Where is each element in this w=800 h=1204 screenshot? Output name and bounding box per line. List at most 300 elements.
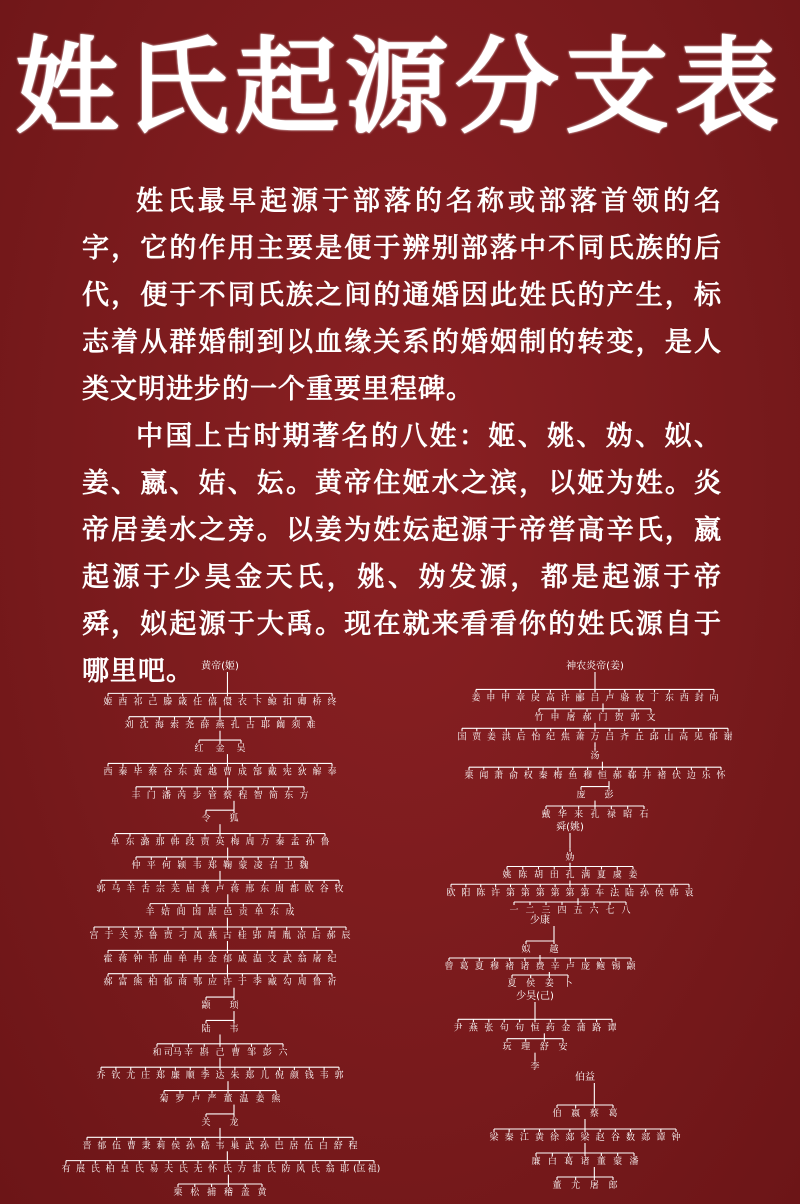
tree-huangdi-root: 黄帝(姬) [201,661,239,672]
tree-huangdi-node: 戴 [267,767,277,778]
tree-huangdi-node: 周 [297,977,307,988]
tree-huangdi-node: 薛 [200,720,210,731]
tree-huangdi-node: 屠 [312,954,322,965]
tree-huangdi-node: 巢 [230,1141,240,1152]
tree-yu-node: 越 [549,945,559,955]
tree-huangdi-node: 柏 [148,977,158,988]
tree-huangdi-node: 羊 [126,884,136,895]
tree-shaohao-root: 少昊(己) [516,991,554,1002]
tree-shennong-node: 骆 [620,693,630,704]
tree-shennong-node: 郭 [630,712,640,723]
tree-shennong-node: 梅 [553,771,563,782]
tree-huangdi-node: 天 [164,1164,174,1175]
tree-huangdi-node: 潘 [162,790,172,801]
tree-yu-node: 穆 [489,962,500,972]
tree-boyi-node: 潘 [629,1157,639,1167]
tree-huangdi-node: 金 [215,744,225,755]
tree-huangdi-node: 何 [162,860,172,871]
tree-huangdi-node: 周 [267,931,277,941]
tree-shennong-node: 井 [642,771,652,782]
tree-boyi-node: 葛 [564,1157,574,1167]
tree-shennong [457,659,732,820]
tree-boyi-node: 数 [625,1133,636,1143]
tree-huangdi-node: 曲 [163,954,173,965]
tree-shun-root: 舜(姚) [556,822,584,833]
tree-shaohao-node: 理 [521,1042,531,1053]
surname-tree-svg [0,655,800,1204]
tree-shun-node: 三 [541,906,551,916]
tree-shun-node: 七 [605,906,615,916]
tree-huangdi-node: 氏 [310,1164,320,1175]
tree-shennong-node: 文 [646,712,656,723]
tree-shennong-node: 恒 [597,771,607,782]
tree-huangdi-node: 成 [285,907,295,918]
tree-huangdi-node: 海 [154,720,164,731]
tree-huangdi-node: 丰 [131,790,141,801]
tree-huangdi-node: 国 [192,907,202,918]
tree-shun-node: 袁 [684,888,694,899]
tree-huangdi-node: 辛 [183,1047,194,1058]
tree-huangdi-node: 郝 [326,931,336,941]
tree-huangdi-node: 郑 [207,860,217,871]
tree-shun-node: 第 [520,888,530,899]
tree-huangdi-node: 郑 [245,1071,255,1082]
tree-huangdi-node: 莉 [156,1141,166,1152]
tree-huangdi-node: 令 [201,814,211,825]
tree-boyi-node: 伯 [552,1109,562,1119]
tree-boyi-node: 郯 [641,1133,651,1143]
tree-huangdi-node: 简 [268,790,278,801]
tree-boyi [489,1070,680,1191]
tree-huangdi-node: 芜 [170,884,180,895]
tree-huangdi-node: 蔡 [148,767,158,778]
tree-huangdi-node: 马 [111,884,121,895]
tree-shennong-node: 后 [516,732,526,743]
tree-shun-node: 法 [610,888,620,899]
tree-shennong-node: 华 [557,810,567,820]
tree-huangdi-node: 氏 [134,1164,144,1175]
tree-huangdi-node: 于 [237,977,247,988]
tree-huangdi-node: 彭 [262,1047,272,1058]
tree-shennong-node: 穆 [583,771,593,782]
tree-huangdi-node: 贾 [163,931,173,941]
tree-huangdi-node: 菊 [159,1094,169,1105]
tree-huangdi-node: 廉 [170,1071,180,1082]
tree-shennong-node: 竹 [534,712,544,723]
tree-huangdi-node: 勾 [282,977,292,988]
tree-huangdi-node: 孙 [259,1141,269,1152]
tree-huangdi-node: 许 [222,977,232,988]
tree-shun-node: 虞 [612,870,622,881]
tree-huangdi-node: 商 [178,977,188,988]
tree-huangdi-node: 东 [284,790,294,801]
tree-shennong-node: 汤 [590,751,600,762]
tree-huangdi-node: 季 [252,977,262,988]
tree-shun-node: 第 [580,888,590,899]
tree-shennong-node: 西 [679,693,689,704]
tree-shennong-node: 怀 [716,771,726,782]
tree-huangdi-node: 孔 [230,720,240,731]
tree-huangdi-node: 凌 [253,860,263,871]
tree-huangdi-node: 原 [207,907,217,918]
tree-shennong-node: 齐 [620,732,630,743]
tree-huangdi-node: 邢 [245,884,255,895]
tree-huangdi-node: 和 [152,1047,162,1058]
tree-huangdi-node: 儿 [260,1071,270,1082]
tree-shun-node: 第 [535,888,545,899]
tree-huangdi-node: 盖 [240,1188,250,1198]
tree-boyi-node: 屠 [589,1181,599,1191]
tree-huangdi-node: 臧 [267,977,277,988]
tree-huangdi-node: 韩 [170,837,180,848]
tree-huangdi-node: 卢 [191,1094,201,1105]
tree-huangdi-node: 氏 [266,1164,276,1175]
tree-huangdi-node: 于 [104,931,114,941]
tree-huangdi-node: 鲁 [320,837,330,848]
tree-shennong-node: 贺 [614,712,624,723]
tree-shennong-node: 禄 [606,810,616,820]
tree-huangdi-node: 方 [260,837,270,848]
tree-huangdi-node: 索 [169,720,180,731]
tree-huangdi-node: 管 [207,790,217,801]
tree-huangdi-node: 孙 [185,1141,195,1152]
tree-huangdi-node: 晋 [82,1141,92,1152]
tree-huangdi-node: 桥 [312,697,322,708]
tree-huangdi-node: 苏 [133,931,143,941]
tree-boyi-node: 谭 [656,1133,666,1143]
tree-huangdi-node: 任 [193,697,203,708]
tree-huangdi-node: 魏 [299,860,309,871]
tree-huangdi-node: 邗 [148,954,158,965]
tree-huangdi-node: 钦 [111,1071,121,1082]
tree-huangdi-node: 柏 [105,1164,115,1175]
tree-shaohao-node: 蒲 [576,1023,586,1034]
tree-huangdi-node: 有 [61,1164,71,1175]
tree-huangdi-node: 欧 [304,884,314,895]
tree-shun-node: 第 [550,888,560,899]
tree-huangdi-node: 屈 [185,884,195,895]
tree-huangdi-node: 祖) [367,1164,381,1175]
tree-yu-node: 诸 [520,962,530,972]
tree-shennong-node: 东 [664,693,674,704]
tree-huangdi-node: 顺 [185,1071,195,1082]
tree-huangdi-node: 关 [201,1117,211,1128]
tree-shennong-node: 甲 [501,693,511,704]
tree-huangdi-node: 翁 [297,954,307,965]
tree-huangdi-node: 温 [252,954,262,965]
tree-boyi-node: 梁 [489,1133,499,1143]
tree-shennong-node: 萧 [494,771,504,782]
tree-huangdi-node: 门 [146,790,156,801]
tree-huangdi-node: 关 [119,931,129,941]
tree-huangdi-node: 冉 [193,954,203,965]
tree-yu-node: 夏 [507,979,517,989]
tree-huangdi-node: 阚 [276,720,286,731]
tree-huangdi-node: 罗 [175,1094,185,1105]
tree-huangdi-node: 闾 [176,907,186,918]
tree-yu-node: 颛 [626,962,636,972]
tree-huangdi-node: 稽 [223,1188,233,1198]
tree-huangdi-node: 龚 [200,884,210,895]
tree-huangdi-node: 成 [237,767,247,778]
tree-shennong-node: 怡 [531,732,541,743]
tree-huangdi-node: 凤 [193,931,203,941]
tree-huangdi-node: 单 [110,837,120,848]
tree-boyi-node: 秦 [504,1133,514,1143]
tree-shun-node: 孔 [565,870,575,881]
tree-shennong-node: 戾 [530,693,541,704]
tree-yu-node: 卜 [563,979,573,989]
tree-huangdi-node: 鄂 [193,977,203,988]
tree-yu-node: 葛 [459,962,469,972]
tree-huangdi-node: 颜 [289,1071,299,1082]
tree-huangdi-node: 郜 [252,767,262,778]
tree-huangdi-node: 西 [103,767,113,778]
tree-shun-node: 车 [595,888,605,899]
tree-huangdi-node: 姜 [255,1094,265,1105]
tree-boyi-node: 白 [547,1157,557,1167]
tree-huangdi-node: 仲 [131,860,141,871]
tree-huangdi-node: 钟 [133,954,143,965]
tree-shennong-node: 萧 [575,732,585,743]
tree-shennong-node: 贾 [472,732,482,743]
tree-huangdi-node: 金 [208,954,218,965]
tree-huangdi-node: 沈 [139,720,149,731]
tree-huangdi-node: 蒋 [118,954,128,965]
tree-huangdi-node: 顼 [229,1001,239,1012]
tree-huangdi-node: 怀 [208,1164,218,1175]
tree-shennong-node: 卢 [605,693,615,704]
tree-shennong-node: 丁 [649,693,660,704]
tree-huangdi-node: 雷 [252,1164,262,1175]
tree-shaohao [453,989,616,1072]
tree-shaohao-node: 安 [558,1042,568,1053]
tree-shennong-node: 谢 [723,732,733,743]
tree-huangdi-node: 扣 [282,697,292,708]
tree-shun-node: 侯 [654,888,664,899]
tree-shaohao-node: 句 [515,1023,525,1034]
tree-huangdi-node: 毕 [133,767,143,778]
tree-shennong-node: 边 [686,771,696,782]
tree-shennong-node: 郝 [612,771,622,782]
tree-shun-node: 五 [573,906,583,916]
tree-boyi-node: 钟 [671,1133,681,1143]
tree-huangdi-node: 贡 [238,907,248,918]
tree-yu-node: 夏 [474,962,484,972]
tree-shun-node: 韩 [669,888,679,899]
tree-huangdi-node: 刁 [178,931,188,941]
tree-shun-node: 第 [505,888,516,899]
tree-huangdi-node: 倪 [274,1071,285,1082]
tree-shennong-node: 见 [693,732,703,743]
tree-shennong-node: 章 [516,693,526,704]
tree-huangdi-node: 谷 [163,767,173,778]
tree-huangdi-node: 东 [260,884,270,895]
tree-huangdi-node: 颛 [201,1001,211,1012]
tree-huangdi-node: 司马 [163,1047,182,1058]
tree-huangdi-node: 箴 [178,697,188,708]
tree-boyi-node: 郯 [565,1133,575,1143]
tree-huangdi-node: 蔡 [223,790,233,801]
tree-huangdi-node: 卫 [284,860,294,871]
tree-shun-node: 妫 [565,852,575,863]
tree-shun-node: 一 [509,906,519,916]
tree-huangdi-node: 宫 [89,931,99,941]
tree-huangdi-node: 熊 [271,1094,281,1105]
tree-shun-node: 夏 [596,870,607,881]
tree-boyi-node: 廉 [531,1157,541,1167]
tree-huangdi-node: 松 [190,1188,200,1198]
tree-shennong-node: 万 [590,732,600,743]
tree-shennong-node: 孔 [590,810,600,820]
tree-yu-node: 费 [535,962,545,972]
tree-yu-node: 卢 [565,962,575,972]
tree-huangdi-node: 鲸 [267,697,277,708]
tree-huangdi-node: 黄 [193,767,203,778]
tree-huangdi-node: 须 [291,720,301,731]
tree-huangdi-node: 潞 [140,837,150,848]
tree-huangdi-node: 奉 [327,767,337,778]
tree-huangdi-node: 鲁 [312,977,322,988]
tree-huangdi-node: 程 [348,1141,358,1152]
tree-huangdi-node: 颍 [177,860,187,871]
tree-huangdi-node: 严 [207,1094,217,1105]
tree-huangdi-node: 无 [193,1164,203,1175]
tree-huangdi-node: 芮 [177,790,187,801]
tree-huangdi-node: 方 [299,790,309,801]
tree-huangdi-node: 郑 [155,1071,166,1082]
tree-huangdi-node: 姞 [161,907,171,918]
tree-shennong-node: 石 [639,810,649,820]
tree-shennong-node: 夜 [635,693,645,704]
tree-huangdi-node: 文 [267,954,277,965]
tree-huangdi-node: 古 [245,720,255,731]
tree-yu-node: 辛 [550,962,560,972]
tree-shennong-node: 郝 [582,712,592,723]
tree-shun-node: 阳 [461,888,471,899]
tree-huangdi-node: 孟 [290,837,300,848]
tree-yu [444,913,636,989]
tree-huangdi-node: 斟 [199,1047,209,1058]
tree-yu-node: 鲍 [596,962,606,972]
tree-shennong-node: 屠 [566,712,576,723]
tree-huangdi-node: 宗 [155,884,166,895]
tree-huangdi-node: 燕 [208,931,218,941]
tree-huangdi-node: 卢 [215,884,225,895]
tree-shaohao-node: 玩 [502,1042,512,1053]
tree-huangdi-node: 易 [149,1164,159,1175]
tree-huangdi-node: 董 [223,1094,233,1105]
tree-huangdi-node: 东 [269,907,279,918]
tree-boyi-node: 黄 [534,1133,545,1143]
tree-huangdi-node: 钱 [304,1071,314,1082]
tree-shaohao-node: 金 [561,1023,571,1034]
tree-huangdi-node: 秦 [275,837,285,848]
tree-huangdi-node: 谷 [319,884,329,895]
tree-huangdi-node: 风 [296,1164,306,1175]
tree-yu-node: 侯 [526,979,536,989]
tree-boyi-node: 董 [596,1157,606,1167]
tree-shun-node: 八 [621,906,631,916]
tree-shennong-node: 栗 [464,771,474,782]
tree-huangdi-node: 白 [318,1141,328,1152]
tree-huangdi-node: 祁 [133,697,143,708]
tree-huangdi-node: 捕 [207,1188,217,1198]
tree-shennong-node: 国 [457,732,467,743]
tree-huangdi-node: 滕 [163,697,173,708]
tree-huangdi-node: (匡 [353,1164,366,1175]
tree-shennong-node: 向 [709,693,719,704]
tree-shaohao-node: 药 [545,1023,555,1034]
tree-huangdi-node: 单 [254,907,264,918]
tree-huangdi-node: 羊 [145,907,155,918]
tree-huangdi-node: 舒 [333,1141,343,1152]
tree-huangdi-node: 凉 [297,931,307,941]
tree-yu-root: 少康 [530,915,550,926]
tree-huangdi-node: 蒋 [230,884,240,895]
tree-huangdi-node: 邹 [246,1047,257,1058]
tree-huangdi-node: 单 [178,954,188,965]
tree-huangdi-node: 朱 [230,1071,240,1082]
tree-huangdi-node: 解 [312,767,322,778]
tree-boyi-node: 尤 [571,1181,581,1191]
tree-huangdi-node: 那 [155,837,165,848]
tree-yu-node: 曾 [444,962,454,972]
tree-huangdi-node: 鞠 [223,860,233,871]
tree-shennong-node: 闻 [479,771,489,782]
tree-shennong-node: 洪 [501,732,511,743]
tree-shaohao-node: 尹 [453,1023,463,1034]
tree-huangdi-node: 燕 [215,720,225,731]
tree-shaohao-node: 谭 [607,1023,617,1034]
tree-shaohao-node: 恒 [530,1023,540,1034]
tree-huangdi-node: 姬 [103,697,113,708]
tree-shennong-node: 高 [545,693,555,704]
tree-huangdi-node: 牧 [334,884,344,895]
tree-huangdi-node: 武 [282,954,292,965]
intro-text [82,178,722,695]
tree-huangdi-node: 终 [327,697,337,708]
tree-shun-node: 二 [525,906,535,916]
tree-boyi-node: 葛 [608,1109,618,1119]
tree-huangdi-node: 伍 [304,1141,314,1152]
tree-huangdi-node: 达 [215,1071,225,1082]
tree-boyi-node: 董 [552,1181,562,1191]
tree-yu-node: 褚 [505,962,515,972]
tree-boyi-node: 谷 [610,1133,620,1143]
tree-huangdi-node: 季 [200,1071,210,1082]
tree-shennong-node: 鱼 [568,771,578,782]
tree-shennong-node: 褚 [657,771,667,782]
tree-shun-node: 四 [557,906,567,916]
tree-shun-node: 陈 [476,888,486,899]
tree-huangdi-node: 乔 [96,1071,106,1082]
tree-shennong-node: 姜 [487,732,497,743]
tree-huangdi-node: 秦 [118,767,128,778]
tree-huangdi-node: 周 [245,837,255,848]
tree-huangdi-node: 智 [253,790,263,801]
tree-huangdi-node: 耶 [260,720,271,731]
tree-boyi-node: 蒙 [613,1157,623,1167]
tree-huangdi-node: 刘 [124,720,134,731]
tree-huangdi-node: 韦 [192,860,202,871]
tree-huangdi-node: 氏 [178,1164,188,1175]
tree-shennong-node: 吕 [605,732,615,743]
tree-huangdi-node: 郁 [97,1141,107,1152]
tree-shennong-node: 俞 [508,771,518,782]
tree-huangdi-node: 曹 [231,1047,241,1058]
tree-huangdi-node: 居 [289,1141,299,1152]
